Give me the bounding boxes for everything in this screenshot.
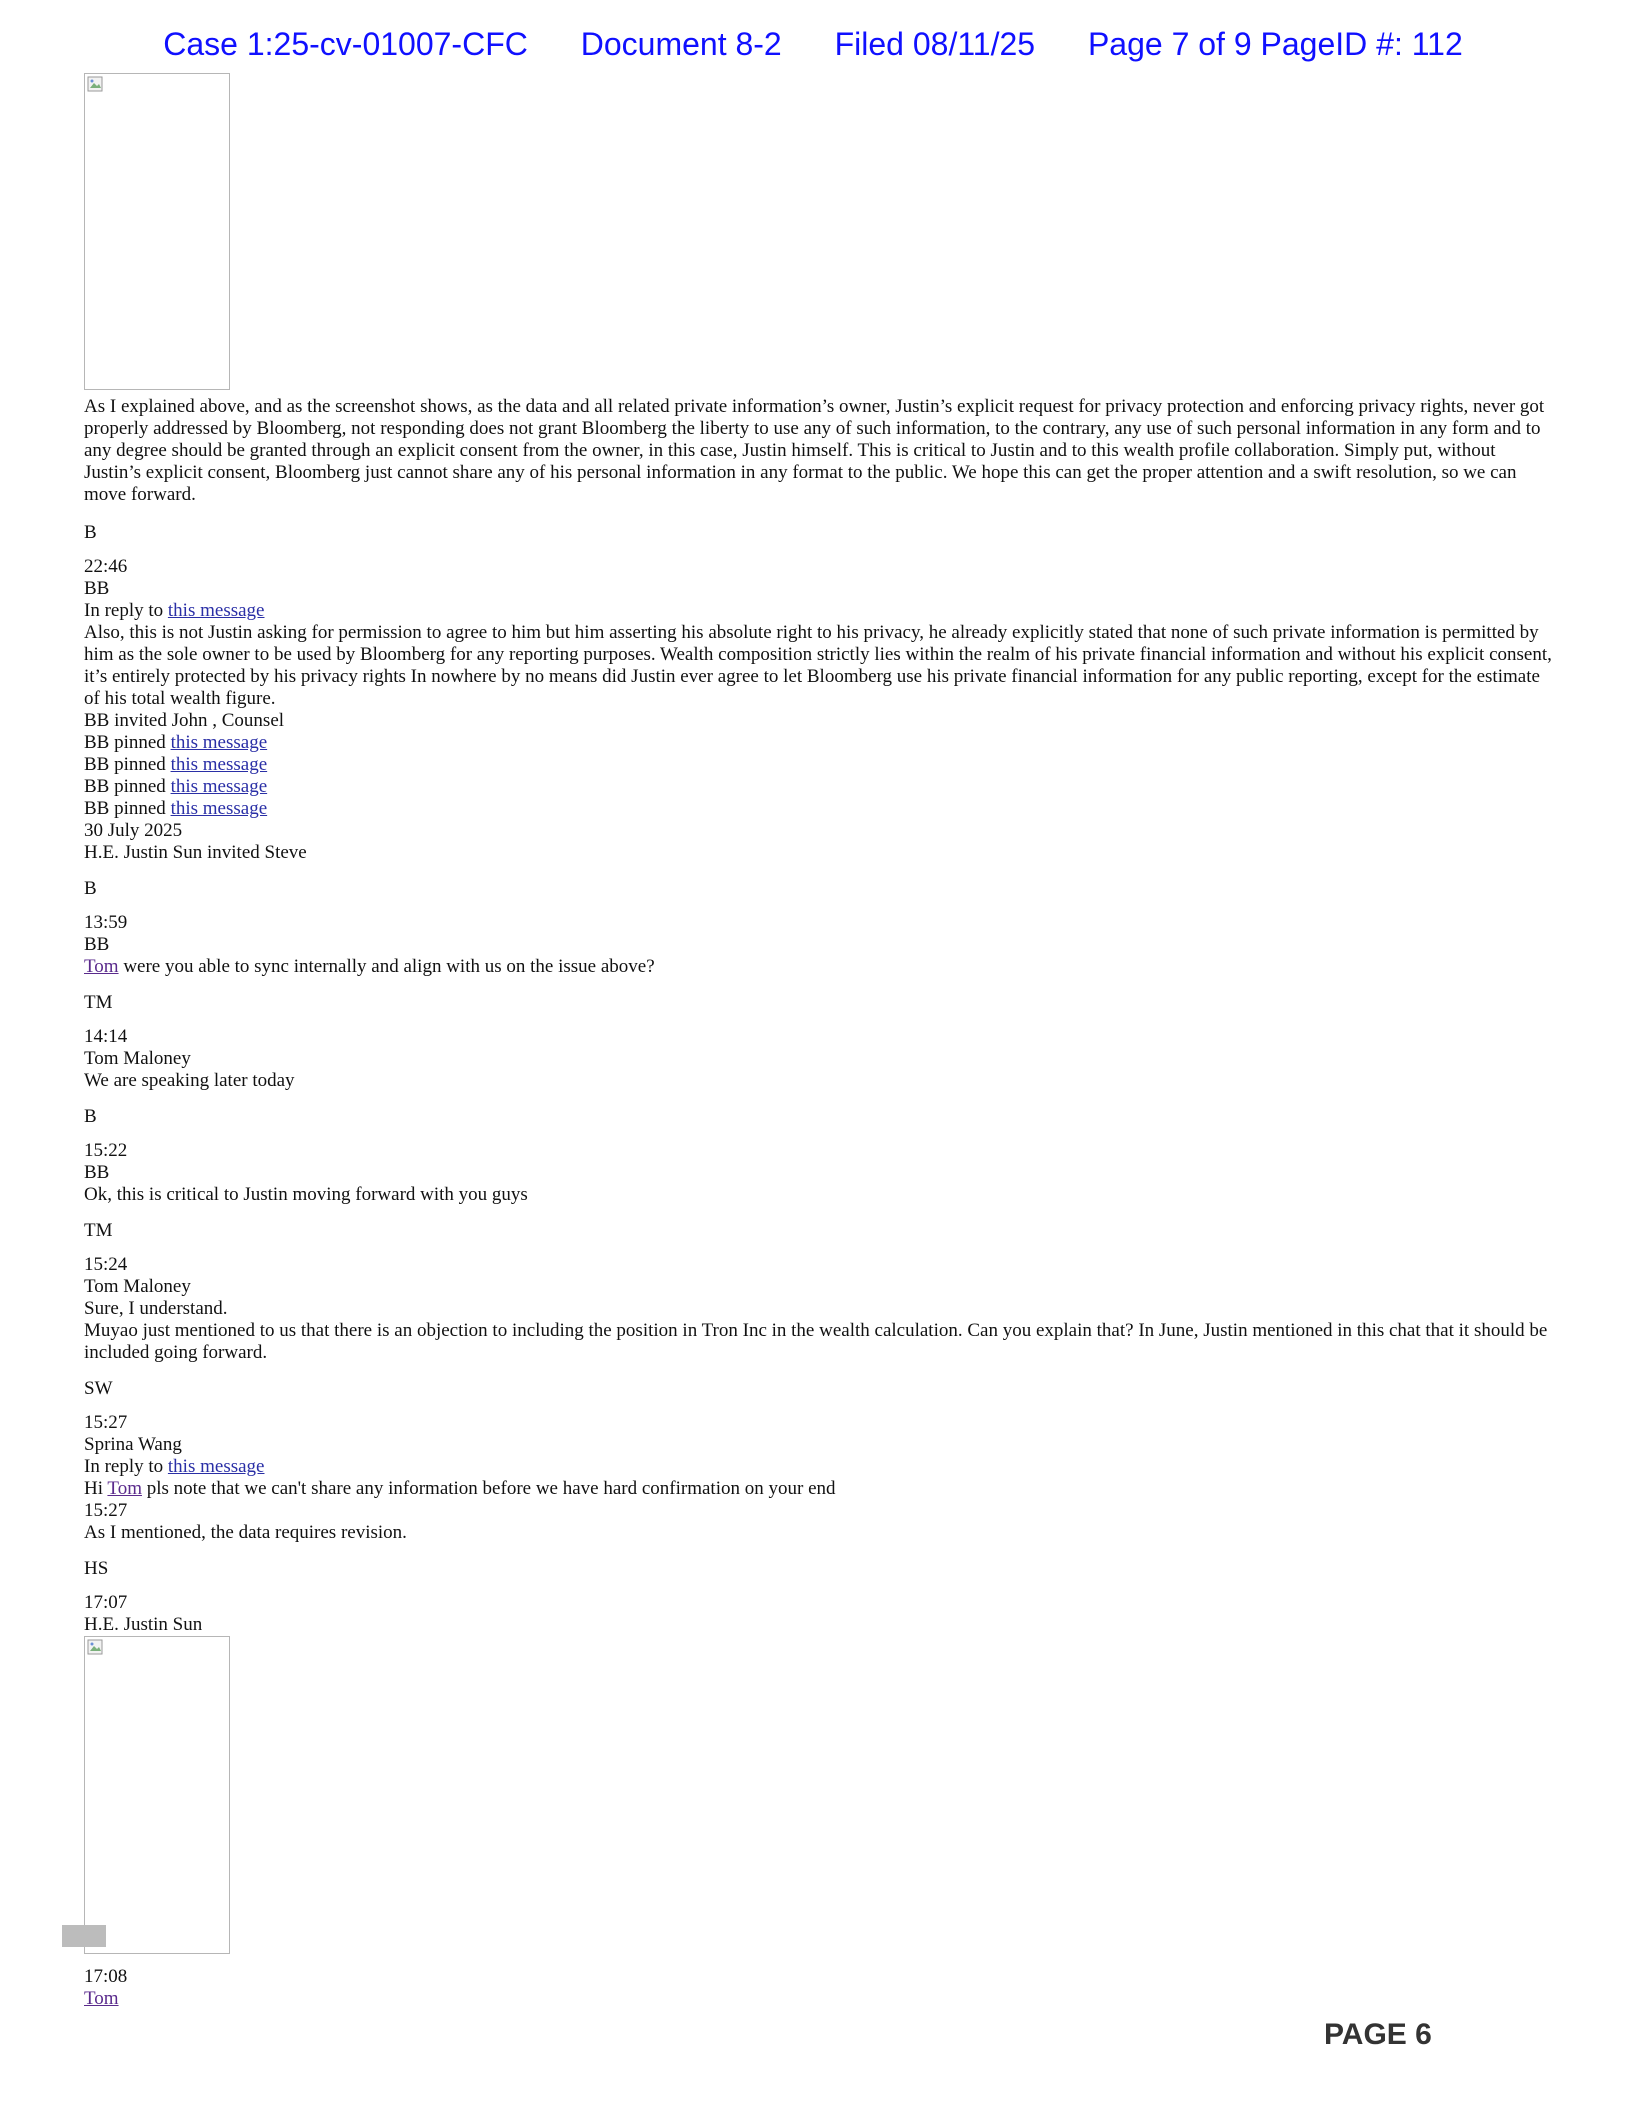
page-number: PAGE 6: [1324, 2018, 1432, 2051]
mention-link[interactable]: Tom: [84, 956, 119, 977]
message-body: pls note that we can't share any information before we have hard confirmation on your end: [141, 1478, 836, 1499]
pinned-message-link[interactable]: this message: [170, 732, 268, 753]
message-text: Ok, this is critical to Justin moving forward with you guys: [84, 1184, 528, 1205]
message-sender: BB: [84, 1162, 110, 1183]
message-text: [84, 1478, 1554, 1500]
message-time: 17:08: [84, 1966, 128, 1987]
pinned-prefix: BB pinned: [84, 776, 171, 797]
avatar-initials: B: [84, 1106, 97, 1127]
message-sender: BB: [84, 578, 110, 599]
message-text: [84, 956, 1554, 978]
redaction-box: [62, 1925, 106, 1947]
message-text: Also, this is not Justin asking for permission to agree to him but him asserting his absolute right to his privacy, he already explicitly stated that none of such private information is permitted by him as the sole owner to be used by Bloomberg for any reporting purposes. Wealth composition strictly lies within the realm of his private financial information and without his explicit consent, it’s entirely protected by his privacy rights In nowhere by no means did Justin ever agree to let Bloomberg use his private financial information for any public reporting, except for the estimate of his total wealth figure.: [84, 622, 1552, 709]
message-body: were you able to sync internally and align with us on the issue above?: [118, 956, 655, 977]
message-time: 22:46: [84, 556, 128, 577]
case-header: [0, 26, 1626, 63]
pinned-prefix: BB pinned: [84, 732, 171, 753]
mention-link[interactable]: Tom: [84, 1988, 119, 2009]
reply-prefix: In reply to: [84, 1456, 168, 1477]
message-text: Sure, I understand.: [84, 1298, 228, 1319]
date-divider: 30 July 2025: [84, 820, 183, 841]
avatar-initials: HS: [84, 1558, 109, 1579]
document-number: Document 8-2: [580, 26, 782, 62]
message-sender: Tom Maloney: [84, 1048, 191, 1069]
avatar-initials: TM: [84, 1220, 113, 1241]
message-sender: Tom Maloney: [84, 1276, 191, 1297]
event-pinned: [84, 798, 1554, 820]
message-time: 14:14: [84, 1026, 128, 1047]
message-time: 15:27: [84, 1500, 128, 1521]
pinned-message-link[interactable]: this message: [170, 776, 268, 797]
message-time: 17:07: [84, 1592, 128, 1613]
pinned-message-link[interactable]: this message: [170, 798, 268, 819]
event-invited: H.E. Justin Sun invited Steve: [84, 842, 307, 863]
broken-image-icon: [87, 76, 103, 92]
chat-transcript: [84, 73, 1554, 2010]
intro-paragraph: As I explained above, and as the screenshot shows, as the data and all related private information’s owner, Justin’s explicit request for privacy protection and enforcing privacy rights, never got properly addressed by Bloomberg, not responding does not grant Bloomberg the liberty to use any of such information, to the contrary, any use of such personal information in any form and to any degree should be granted through an explicit consent from the owner, in this case, Justin himself. This is critical to Justin and to this wealth profile collaboration. Simply put, without Justin’s explicit consent, Bloomberg just cannot share any of his personal information in any format to the public. We hope this can get the proper attention and a swift resolution, so we can move forward.: [84, 396, 1545, 505]
mention-link[interactable]: Tom: [107, 1478, 142, 1499]
message-sender: Sprina Wang: [84, 1434, 182, 1455]
message-text: As I mentioned, the data requires revision.: [84, 1522, 407, 1543]
avatar-initials: B: [84, 878, 97, 899]
broken-image-placeholder: [84, 1636, 230, 1954]
case-number: Case 1:25-cv-01007-CFC: [163, 26, 528, 62]
avatar-initials: B: [84, 522, 97, 543]
message-greeting: Hi: [84, 1478, 108, 1499]
event-pinned: [84, 732, 1554, 754]
message-text: We are speaking later today: [84, 1070, 295, 1091]
pinned-prefix: BB pinned: [84, 754, 171, 775]
pinned-prefix: BB pinned: [84, 798, 171, 819]
message-time: 13:59: [84, 912, 128, 933]
reply-prefix: In reply to: [84, 600, 168, 621]
event-pinned: [84, 776, 1554, 798]
reply-message-link[interactable]: this message: [167, 600, 265, 621]
message-sender: H.E. Justin Sun: [84, 1614, 203, 1635]
message-time: 15:24: [84, 1254, 128, 1275]
event-pinned: [84, 754, 1554, 776]
message-time: 15:27: [84, 1412, 128, 1433]
avatar-initials: TM: [84, 992, 113, 1013]
filed-date: Filed 08/11/25: [834, 26, 1036, 62]
message-text: Muyao just mentioned to us that there is an objection to including the position in Tron Inc in the wealth calculation. Can you explain that? In June, Justin mentioned in this chat that it should be included going forward.: [84, 1320, 1548, 1363]
reply-reference: [84, 600, 1554, 622]
message-time: 15:22: [84, 1140, 128, 1161]
page-id: Page 7 of 9 PageID #: 112: [1087, 26, 1463, 62]
broken-image-icon: [87, 1639, 103, 1655]
reply-reference: [84, 1456, 1554, 1478]
message-sender: BB: [84, 934, 110, 955]
pinned-message-link[interactable]: this message: [170, 754, 268, 775]
reply-message-link[interactable]: this message: [167, 1456, 265, 1477]
broken-image-placeholder: [84, 73, 230, 390]
event-invited: BB invited John , Counsel: [84, 710, 285, 731]
avatar-initials: SW: [84, 1378, 113, 1399]
message-text: [84, 1988, 1554, 2010]
